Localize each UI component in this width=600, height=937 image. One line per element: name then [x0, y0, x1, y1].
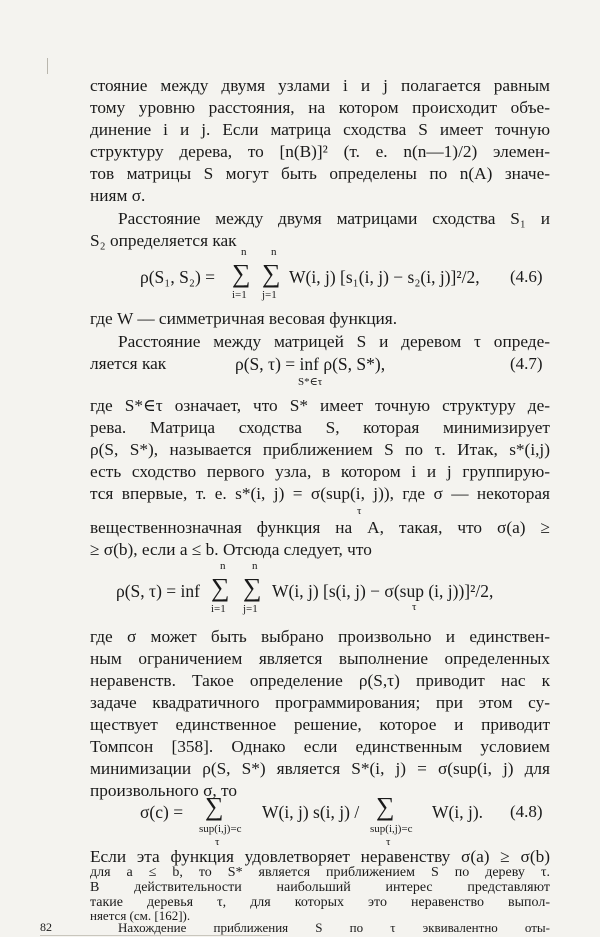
equation-rhs: W(i, j). — [432, 802, 484, 822]
sum-upper-limit: n — [252, 560, 258, 572]
margin-mark — [47, 58, 48, 74]
text-line: Нахождение приближения S по τ эквивалентно оты- — [118, 920, 550, 935]
equation-middle: W(i, j) s(i, j) / — [262, 802, 360, 822]
text-line: В действительности наибольший интерес представляют — [90, 880, 550, 895]
sum-upper-limit: n — [241, 246, 247, 258]
text-line: тому уровню расстояния, на котором происходит объе- — [90, 98, 550, 117]
text-line: динение i и j. Если матрица сходства S имеет точную — [90, 120, 550, 139]
text-line: ществует единственное решение, которое и приводит — [90, 715, 550, 734]
text-line: ляется как — [90, 354, 167, 373]
text-line: Если эта функция удовлетворяет неравенству σ(a) ≥ σ(b) — [90, 847, 550, 866]
equation-expression: ρ(S, τ) = inf ρ(S, S*), — [235, 354, 386, 374]
sum-lower-limit: sup(i,j)=c — [370, 823, 413, 835]
text-line: задаче квадратичного программирования; при этом су- — [90, 693, 550, 712]
sum-lower-limit: j=1 — [243, 603, 258, 615]
text-line: минимизации ρ(S, S*) является S*(i, j) = σ(sup(i, j) для — [90, 759, 550, 778]
sum-lower-limit: i=1 — [232, 289, 247, 301]
sum-lower-limit: j=1 — [262, 289, 277, 301]
text-line: тся впервые, т. е. s*(i, j) = σ(sup(i, j)), где σ — некоторая — [90, 484, 550, 503]
equation-number: (4.7) — [510, 354, 543, 373]
sum-symbol: ∑ — [205, 792, 224, 821]
text-line: вещественнозначная функция на A, такая, что σ(a) ≥ — [90, 518, 550, 537]
text-line: стояние между двумя узлами i и j полагается равным — [90, 76, 550, 95]
text-line: Томпсон [358]. Однако если единственным условием — [90, 737, 550, 756]
text-line: Расстояние между матрицей S и деревом τ опреде- — [118, 332, 550, 351]
text-line: ≥ σ(b), если a ≤ b. Отсюда следует, что — [90, 540, 372, 559]
sum-symbol: ∑ — [376, 792, 395, 821]
sum-symbol: ∑ — [232, 259, 251, 288]
text-line: Расстояние между двумя матрицами сходства S₁ и — [118, 209, 550, 228]
text-line: где S*∈τ означает, что S* имеет точную структуру де- — [90, 396, 550, 415]
text-line: есть сходство первого узла, в котором i и j группирую- — [90, 462, 550, 481]
sum-lower-limit: sup(i,j)=c — [199, 823, 242, 835]
sup-subscript: τ — [412, 601, 417, 613]
sum-symbol: ∑ — [262, 259, 281, 288]
page-number: 82 — [40, 920, 52, 934]
inf-subscript: S*∈τ — [298, 376, 323, 388]
sum-upper-limit: n — [271, 246, 277, 258]
sum-symbol: ∑ — [211, 573, 230, 602]
text-line: такие деревья τ, для которых это неравенство выпол- — [90, 895, 550, 910]
equation-lhs: σ(c) = — [140, 802, 184, 822]
sum-lower-limit: i=1 — [211, 603, 226, 615]
sum-symbol: ∑ — [243, 573, 262, 602]
text-line: ниям σ. — [90, 186, 146, 205]
text-line: ным ограничением является выполнение определенных — [90, 649, 550, 668]
text-line: где σ может быть выбрано произвольно и единствен- — [90, 627, 550, 646]
equation-lhs: ρ(S₁, S₂) = — [140, 267, 216, 287]
text-line: рева. Матрица сходства S, которая минимизирует — [90, 418, 550, 437]
text-line: структуру дерева, то [n(B)]² (т. е. n(n—1)/2) элемен- — [90, 142, 550, 161]
sum-lower-limit-tau: τ — [215, 836, 220, 848]
equation-number: (4.8) — [510, 802, 543, 821]
sup-subscript: τ — [357, 505, 362, 517]
text-line: произвольного σ, то — [90, 781, 237, 800]
equation-body: W(i, j) [s₁(i, j) − s₂(i, j)]²/2, — [289, 267, 480, 287]
equation-lhs: ρ(S, τ) = inf — [116, 581, 200, 601]
equation-body: W(i, j) [s(i, j) − σ(sup (i, j))]²/2, — [272, 581, 494, 601]
text-line: S₂ определяется как — [90, 231, 237, 250]
text-line: няется (см. [162]). — [90, 908, 191, 923]
text-line: неравенств. Такое определение ρ(S,τ) приводит нас к — [90, 671, 550, 690]
equation-number: (4.6) — [510, 267, 543, 286]
sum-lower-limit-tau: τ — [386, 836, 391, 848]
text-line: где W — симметричная весовая функция. — [90, 309, 398, 328]
text-line: для a ≤ b, то S* является приближением S по дереву τ. — [90, 865, 550, 880]
text-line: тов матрицы S могут быть определены по n(A) значе- — [90, 164, 550, 183]
sum-upper-limit: n — [220, 560, 226, 572]
text-line: ρ(S, S*), называется приближением S по τ. Итак, s*(i,j) — [90, 440, 550, 459]
